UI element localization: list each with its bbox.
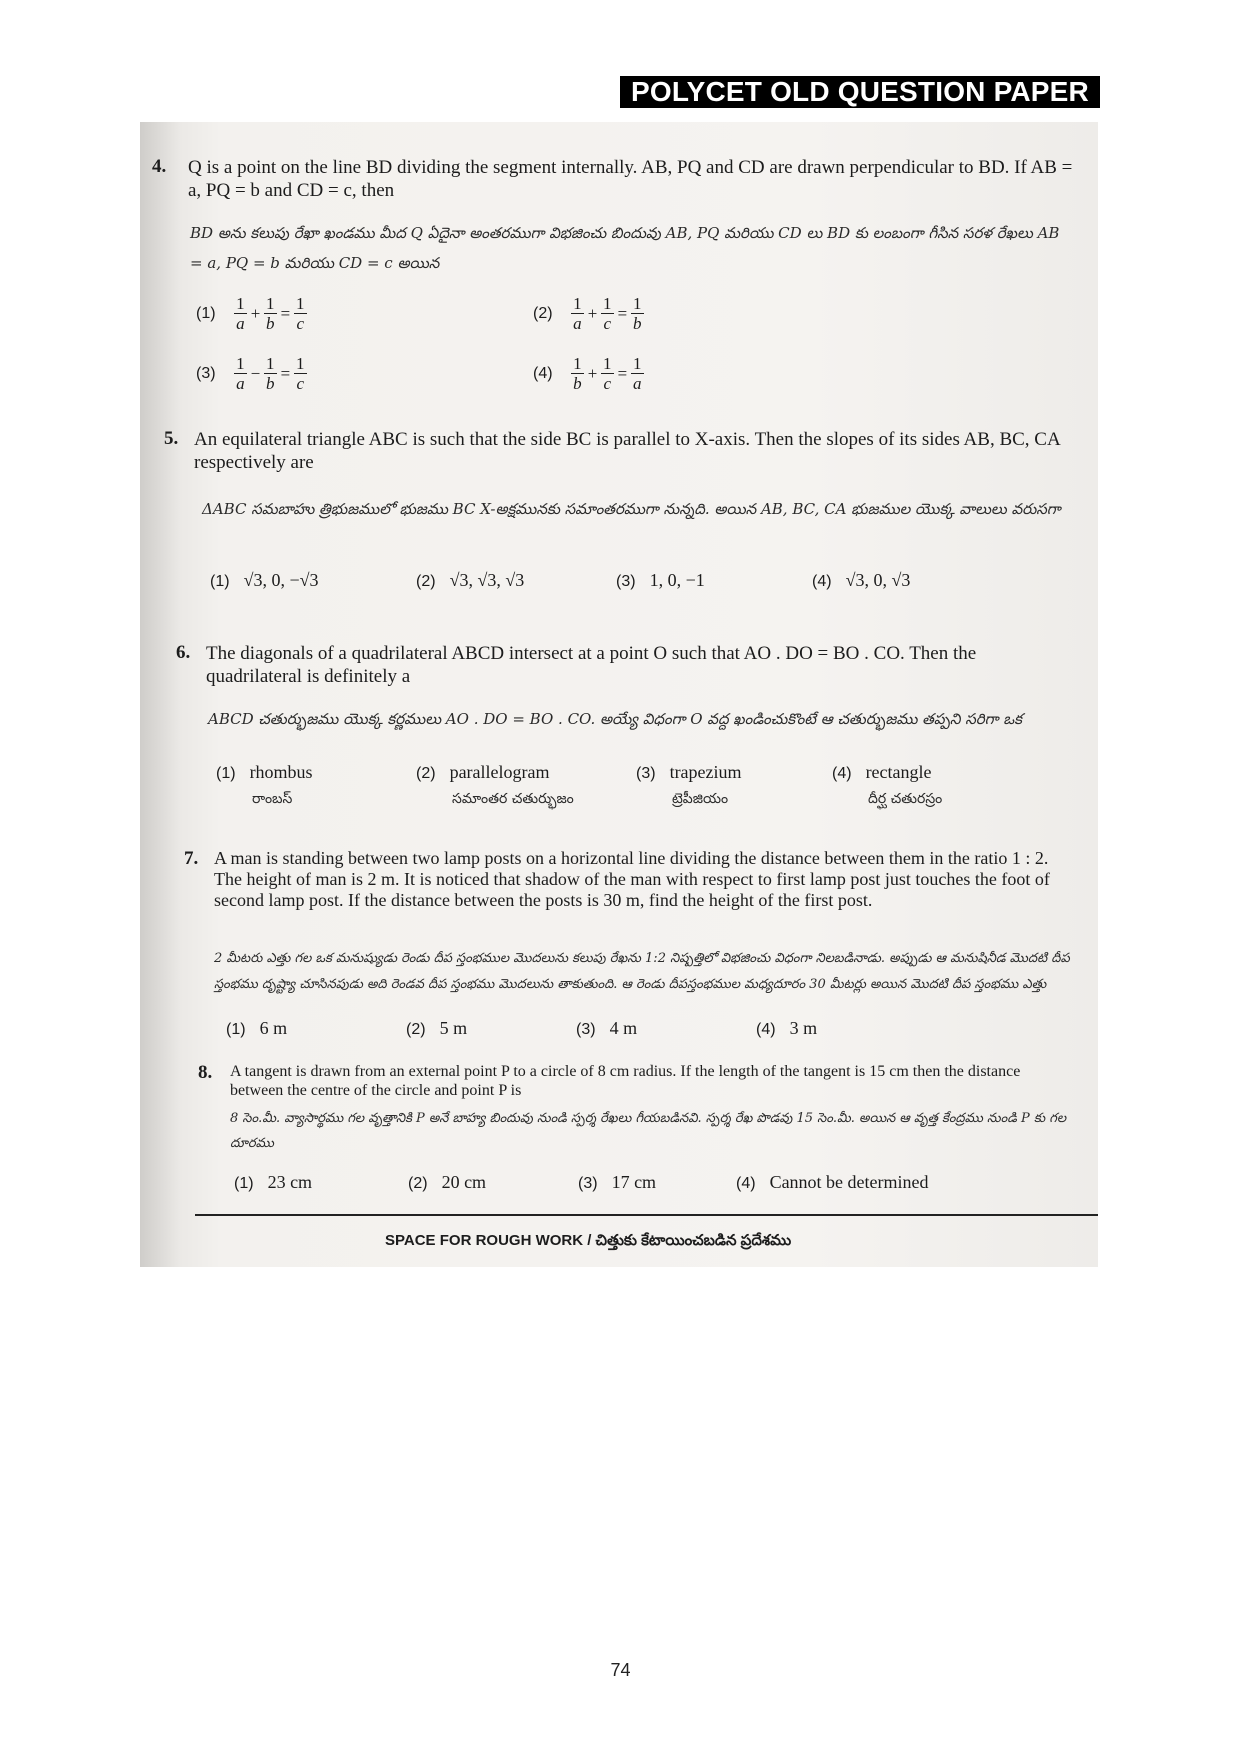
- question-text-telugu: 2 మీటరు ఎత్తు గల ఒక మనుష్యుడు రెండు దీప స్తంభముల మొదలును కలుపు రేఖను 1:2 నిష్పత్తిలో విభజించు విధంగా నిలబడినాడు. అప్పుడు ఆ మనుషినీడ మొదటి దీప స్తంభము దృష్ట్యా చూసినపుడు అది రెండవ దీప స్తంభము మొదలును తాకుతుంది. ఆ రెండు దీపస్తంభముల మధ్యదూరం 30 మీటర్లు అయిన మొదటి దీప స్తంభము ఎత్తు: [214, 951, 1070, 992]
- q4-option-1: (1) 1 a + $\frac{1}{b}$ = $\frac{1}{c}$: [196, 294, 305, 333]
- q7-option-2: (2) 5 m: [406, 1018, 468, 1038]
- q5-option-3: (3) 1, 0, −1: [616, 570, 705, 590]
- q6-option-1: (1) rhombus రాంబస్: [216, 762, 313, 807]
- question-number: 7.: [184, 848, 199, 869]
- question-text-english: A man is standing between two lamp posts on a horizontal line dividing the distance between them in the ratio 1 : 2. The height of man is 2 m. It is noticed that shadow of the man with respect to first lamp post just touches the foot of second lamp post. If the distance between the posts is 30 m, find the height of the first post.: [214, 848, 1050, 910]
- question-text-telugu: ABCD చతుర్భుజము యొక్క కర్ణములు AO . DO = BO . CO. అయ్యే విధంగా O వద్ద ఖండించుకొంటే ఆ చతుర్భుజము తప్పని సరిగా ఒక: [208, 710, 1023, 728]
- q5-option-1: (1) √3, 0, −√3: [210, 570, 319, 590]
- q6-option-2: (2) parallelogram సమాంతర చతుర్భుజం: [416, 762, 574, 807]
- question-text-english: A tangent is drawn from an external point P to a circle of 8 cm radius. If the length of the tangent is 15 cm then the distance between the centre of the circle and point P is: [230, 1063, 1021, 1099]
- question-text-telugu: BD అను కలుపు రేఖా ఖండము మీద Q ఏదైనా అంతరముగా విభజించు బిందువు AB, PQ మరియు CD లు BD కు లంబంగా గీసిన సరళ రేఖలు AB = a, PQ = b మరియు CD = c అయిన: [190, 224, 1060, 272]
- q6-option-3: (3) trapezium ట్రెపీజియం: [636, 762, 742, 807]
- q5-option-4: (4) √3, 0, √3: [812, 570, 911, 590]
- q8-option-4: (4) Cannot be determined: [736, 1172, 929, 1192]
- q8-option-2: (2) 20 cm: [408, 1172, 487, 1192]
- q8-option-3: (3) 17 cm: [578, 1172, 657, 1192]
- question-text-english: Q is a point on the line BD dividing the segment internally. AB, PQ and CD are drawn perpendicular to BD. If AB = a, PQ = b and CD = c, then: [188, 157, 1073, 201]
- question-number: 5.: [164, 428, 179, 449]
- q8-option-1: (1) 23 cm: [234, 1172, 313, 1192]
- question-number: 6.: [176, 642, 191, 663]
- page-number: 74: [610, 1660, 631, 1680]
- q6-option-4: (4) rectangle దీర్ఘ చతురస్రం: [832, 762, 943, 807]
- q5-option-2: (2) √3, √3, √3: [416, 570, 525, 590]
- q7-option-3: (3) 4 m: [576, 1018, 638, 1038]
- page-banner: POLYCET OLD QUESTION PAPER: [620, 76, 1100, 108]
- q7-option-1: (1) 6 m: [226, 1018, 288, 1038]
- q7-option-4: (4) 3 m: [756, 1018, 818, 1038]
- q4-option-4: (4) 1 b + $\frac{1}{c}$ = $\frac{1}{a}$: [533, 354, 642, 393]
- question-text-telugu: ΔABC సమబాహు త్రిభుజములో భుజము BC X-అక్షమునకు సమాంతరముగా నున్నది. అయిన AB, BC, CA భుజముల యొక్క వాలులు వరుసగా: [202, 500, 1061, 518]
- q4-option-2: (2) 1 a + $\frac{1}{c}$ = $\frac{1}{b}$: [533, 294, 642, 333]
- question-text-english: The diagonals of a quadrilateral ABCD intersect at a point O such that AO . DO = BO . CO. Then the quadrilateral is definitely a: [206, 643, 977, 687]
- q4-option-3: (3) 1 a − $\frac{1}{b}$ = $\frac{1}{c}$: [196, 354, 305, 393]
- rough-work-label: SPACE FOR ROUGH WORK / చిత్తుకు కేటాయించబడిన ప్రదేశము: [385, 1232, 792, 1249]
- question-text-telugu: 8 సెం.మీ. వ్యాసార్థము గల వృత్తానికి P అనే బాహ్య బిందువు నుండి స్పర్శ రేఖలు గీయబడినవి. స్పర్శ రేఖ పొడవు 15 సెం.మీ. అయిన ఆ వృత్త కేంద్రము నుండి P కు గల దూరము: [230, 1111, 1067, 1151]
- scanned-question-sheet: [140, 122, 1098, 1267]
- question-number: 4.: [152, 156, 167, 177]
- question-number: 8.: [198, 1062, 213, 1083]
- question-text-english: An equilateral triangle ABC is such that the side BC is parallel to X-axis. Then the slopes of its sides AB, BC, CA respectively are: [194, 429, 1060, 473]
- divider-line: [195, 1214, 1098, 1216]
